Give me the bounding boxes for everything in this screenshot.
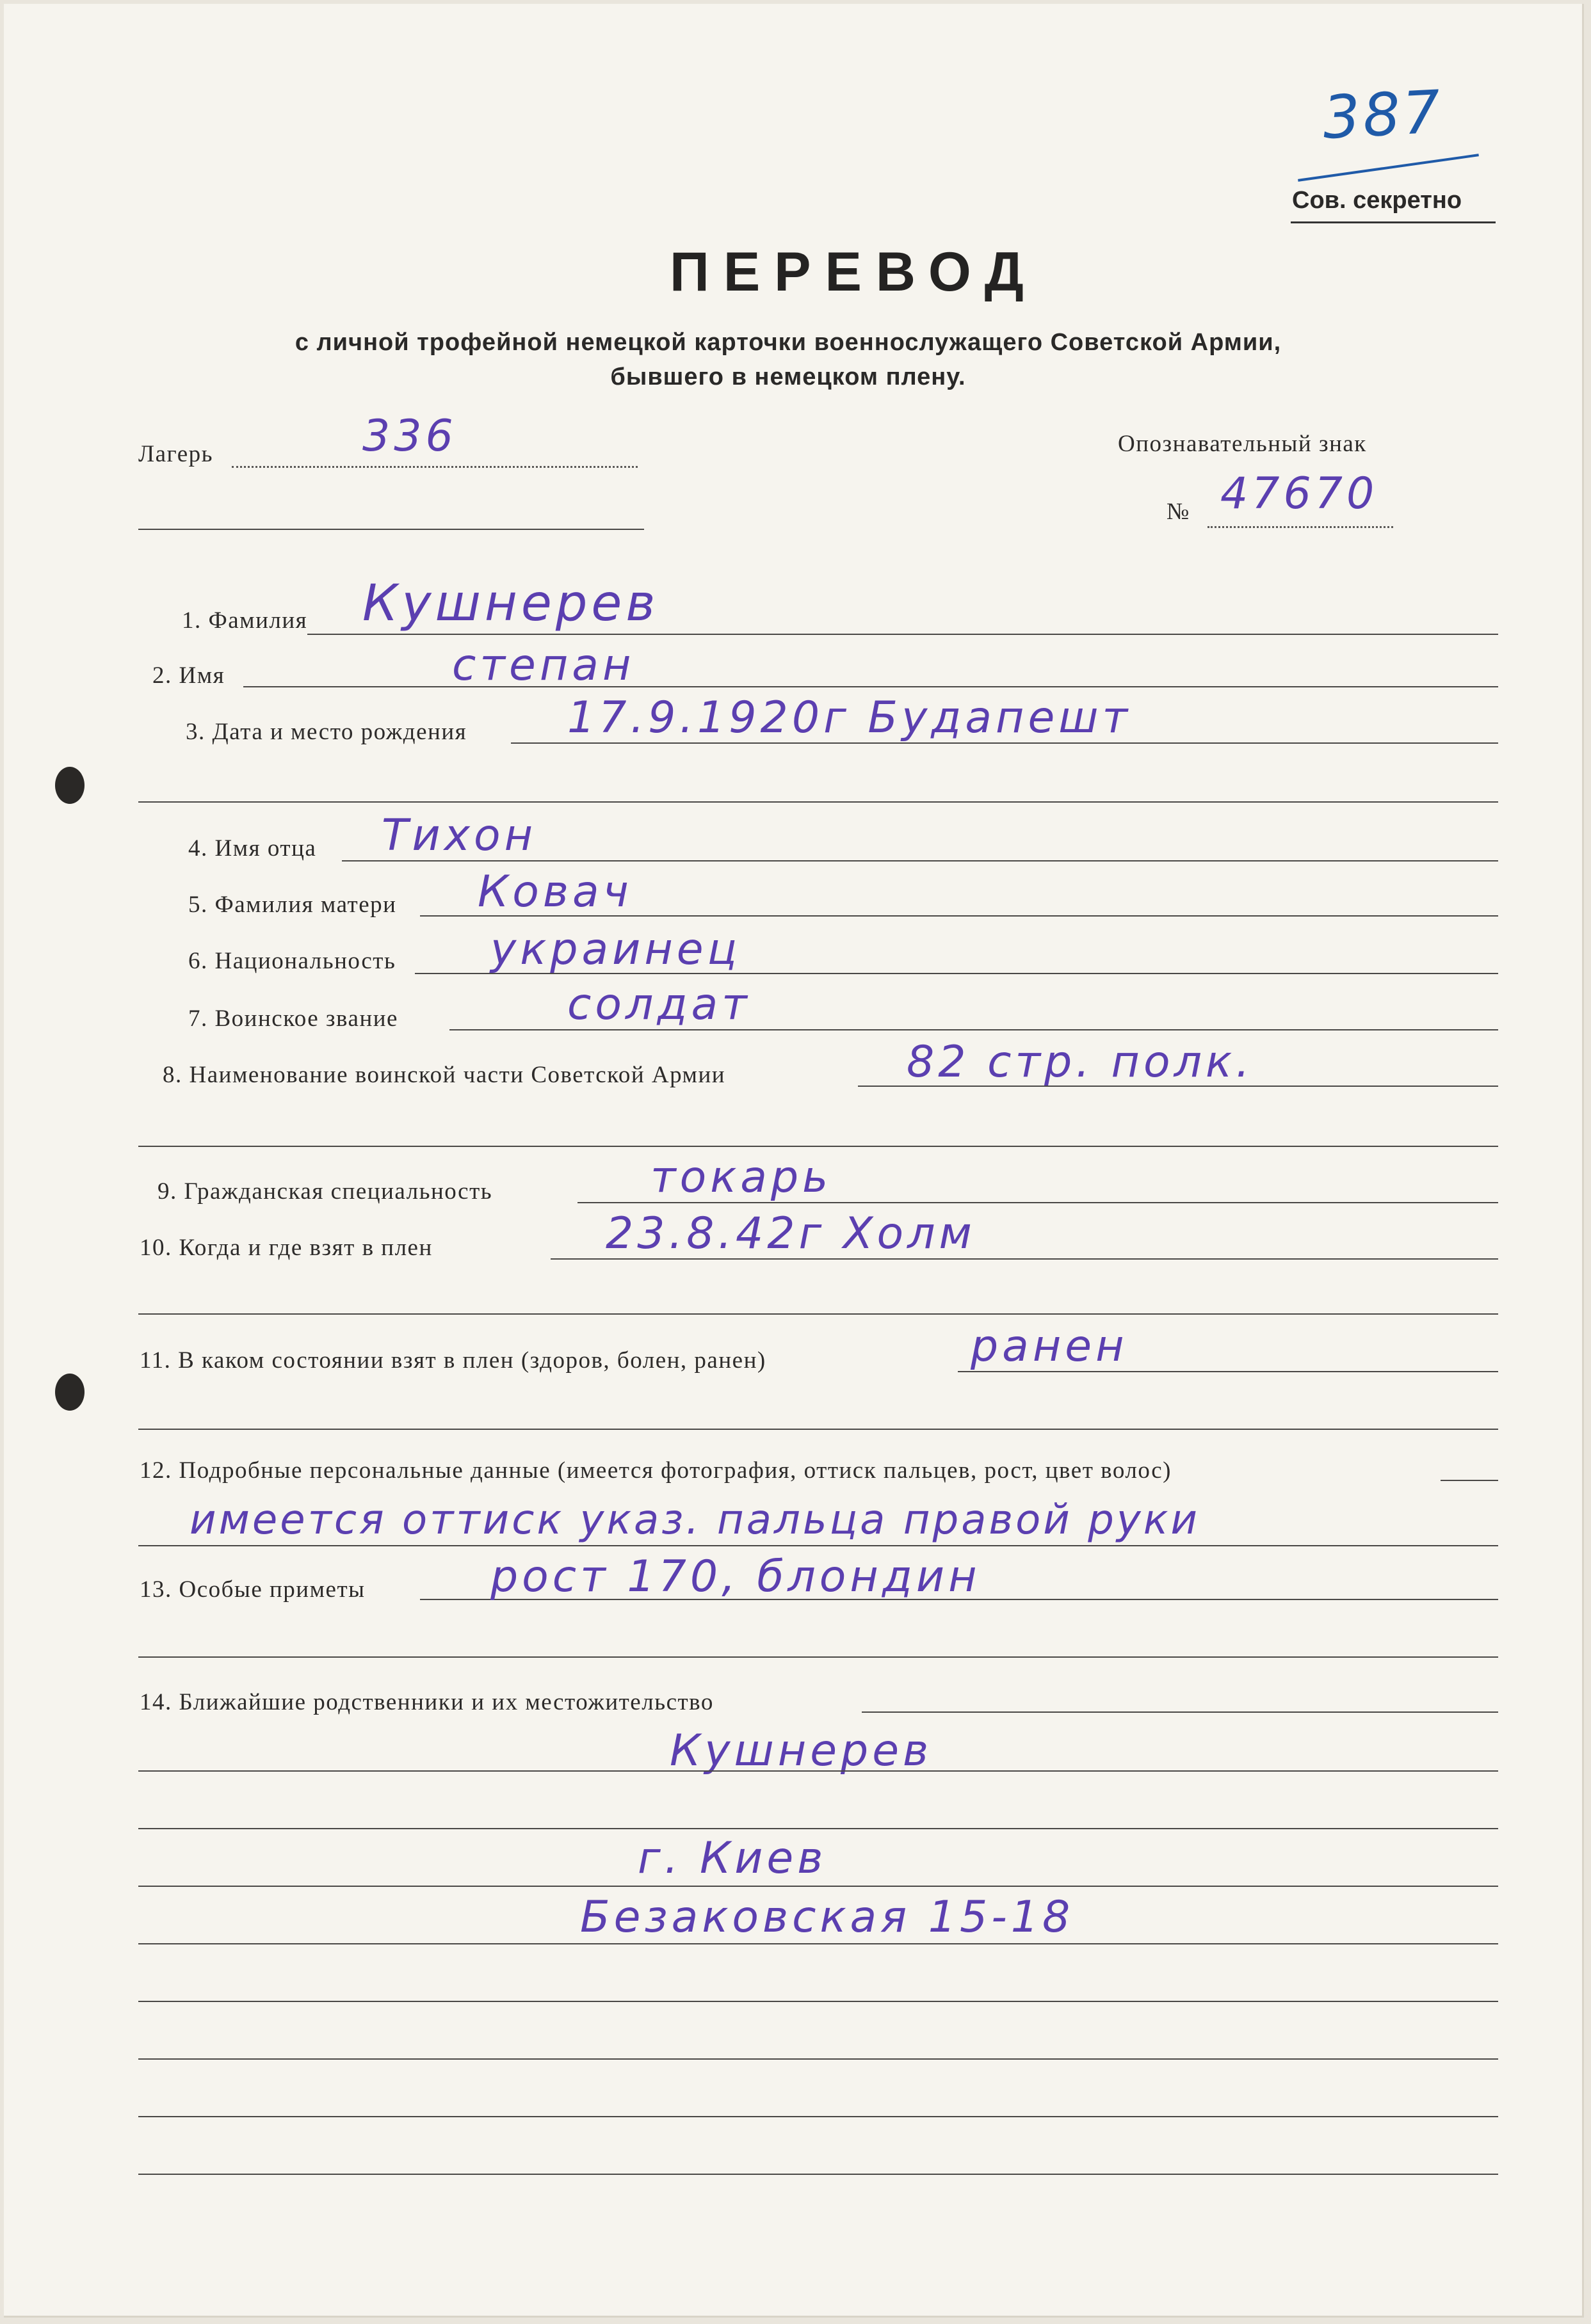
document-sheet (4, 4, 1584, 2318)
condition-label: 11. В каком состоянии взят в плен (здоров, болен, ранен) (140, 1347, 766, 1374)
camp-second-line (138, 529, 644, 530)
punch-hole-top (55, 767, 85, 804)
id-tag-value-line (1207, 526, 1393, 528)
profession-label: 9. Гражданская специальность (157, 1178, 493, 1205)
surname-value: Кушнерев (362, 575, 659, 632)
features-label: 13. Особые приметы (140, 1576, 366, 1603)
rank-label: 7. Воинское звание (188, 1006, 398, 1032)
id-tag-number-prefix: № (1167, 499, 1190, 525)
first-name-label: 2. Имя (152, 662, 225, 689)
relatives-blank-line-2 (138, 1828, 1498, 1829)
mother-surname-label: 5. Фамилия матери (188, 892, 397, 918)
relatives-blank-line-5 (138, 2001, 1498, 2002)
punch-hole-bottom (55, 1374, 85, 1411)
surname-label: 1. Фамилия (182, 607, 308, 634)
condition-value: ранен (971, 1321, 1128, 1372)
relatives-line (862, 1711, 1498, 1713)
relatives-value-line-2: г. Киев (638, 1833, 827, 1884)
birth-second-line (138, 801, 1498, 803)
camp-label: Лагерь (138, 441, 214, 467)
file-number-underline (1298, 154, 1479, 182)
nationality-label: 6. Национальность (188, 948, 396, 974)
subtitle-line-2: бывшего в немецком плену. (610, 364, 966, 390)
personal-data-value: имеется оттиск указ. пальца правой руки (190, 1496, 1200, 1544)
features-second-line (138, 1656, 1498, 1658)
profession-value: токарь (650, 1152, 832, 1203)
features-value: рост 170, блондин (490, 1551, 981, 1602)
surname-line (307, 634, 1498, 635)
relatives-blank-line-7 (138, 2116, 1498, 2117)
personal-data-label: 12. Подробные персональные данные (имеется фотография, оттиск пальцев, рост, цвет волос) (140, 1457, 1172, 1484)
father-name-label: 4. Имя отца (188, 835, 317, 861)
subtitle-line-1: с личной трофейной немецкой карточки военнослужащего Советской Армии, (295, 329, 1282, 356)
camp-value: 336 (362, 411, 457, 461)
camp-value-line (232, 466, 638, 468)
unit-label: 8. Наименование воинской части Советской Армии (163, 1062, 726, 1088)
id-tag-label: Опознавательный знак (1118, 431, 1367, 457)
personal-data-line (1441, 1480, 1498, 1481)
personal-data-second-line (138, 1545, 1498, 1546)
birth-value: 17.9.1920г Будапешт (567, 693, 1132, 743)
condition-second-line (138, 1429, 1498, 1430)
unit-second-line (138, 1146, 1498, 1147)
first-name-value: степан (452, 640, 635, 691)
id-tag-value: 47670 (1220, 469, 1378, 519)
capture-value: 23.8.42г Холм (606, 1208, 976, 1259)
classification-stamp: Сов. секретно (1292, 187, 1462, 214)
relatives-blank-line-6 (138, 2058, 1498, 2060)
relatives-value-line-3: Безаковская 15-18 (580, 1892, 1074, 1943)
capture-label: 10. Когда и где взят в плен (140, 1235, 433, 1261)
relatives-blank-line-8 (138, 2174, 1498, 2175)
birth-label: 3. Дата и место рождения (186, 719, 467, 745)
first-name-line (243, 686, 1498, 687)
page-title: ПЕРЕВОД (670, 241, 1038, 303)
relatives-blank-line-3 (138, 1886, 1498, 1887)
relatives-value-line-1: Кушнерев (670, 1726, 933, 1776)
relatives-blank-line-1 (138, 1770, 1498, 1772)
unit-value: 82 стр. полк. (907, 1037, 1254, 1087)
capture-second-line (138, 1313, 1498, 1315)
classification-underline (1291, 221, 1496, 223)
nationality-value: украинец (490, 924, 741, 975)
relatives-label: 14. Ближайшие родственники и их местожительство (140, 1689, 714, 1715)
mother-surname-value: Ковач (478, 867, 633, 917)
relatives-blank-line-4 (138, 1943, 1498, 1944)
father-name-value: Тихон (382, 810, 537, 861)
file-number: 387 (1321, 77, 1445, 152)
rank-value: солдат (567, 979, 751, 1030)
